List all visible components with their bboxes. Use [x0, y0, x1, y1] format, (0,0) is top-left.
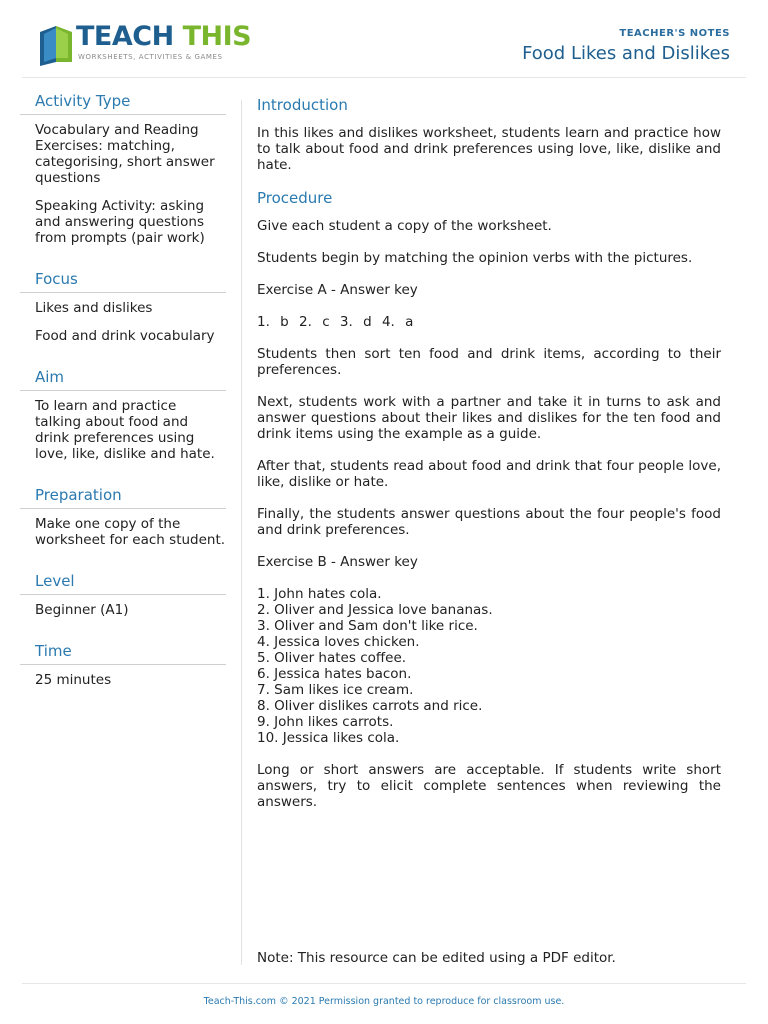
footer-divider — [22, 983, 746, 984]
focus-item: Likes and dislikes — [35, 300, 153, 316]
procedure-paragraph: Students then sort ten food and drink items, according to their preferences. — [257, 346, 721, 378]
time-heading: Time — [20, 642, 226, 665]
procedure-paragraph: Give each student a copy of the worksheet. — [257, 218, 552, 234]
logo-word-this: THIS — [182, 21, 252, 52]
procedure-heading: Procedure — [257, 189, 333, 207]
page-header — [22, 0, 746, 78]
time-item: 25 minutes — [35, 672, 112, 688]
procedure-paragraph: After that, students read about food and drink that four people love, like, dislike or hate. — [257, 458, 721, 490]
page-title: Food Likes and Dislikes — [522, 43, 730, 64]
preparation-item: Make one copy of the worksheet for each student. — [35, 516, 226, 548]
answer-item: 10. Jessica likes cola. — [257, 730, 400, 746]
focus-heading: Focus — [20, 270, 226, 293]
time-section — [20, 642, 226, 688]
introduction-heading: Introduction — [257, 96, 348, 114]
sidebar — [20, 92, 226, 700]
footer-copyright: Teach-This.com © 2021 Permission granted to reproduce for classroom use. — [203, 996, 565, 1007]
level-section — [20, 572, 226, 618]
focus-section — [20, 270, 226, 344]
focus-item: Food and drink vocabulary — [35, 328, 215, 344]
aim-heading: Aim — [20, 368, 226, 391]
logo-tagline: WORKSHEETS, ACTIVITIES & GAMES — [78, 53, 223, 61]
procedure-paragraph: Next, students work with a partner and take it in turns to ask and answer questions about their likes and dislikes for the ten food and drink items using the example as a guide. — [257, 394, 721, 442]
level-heading: Level — [20, 572, 226, 595]
answer-item: 7. Sam likes ice cream. — [257, 682, 414, 698]
activity-type-heading: Activity Type — [20, 92, 226, 115]
procedure-paragraph: Long or short answers are acceptable. If students write short answers, try to elicit complete sentences when reviewing the answers. — [257, 762, 721, 810]
aim-section — [20, 368, 226, 462]
answer-item: 4. Jessica loves chicken. — [257, 634, 420, 650]
procedure-paragraph: Students begin by matching the opinion verbs with the pictures. — [257, 250, 693, 266]
answer-item: 6. Jessica hates bacon. — [257, 666, 412, 682]
aim-item: To learn and practice talking about food and drink preferences using love, like, dislike and hate. — [35, 398, 215, 462]
exercise-a-answers: 1. b 2. c 3. d 4. a — [257, 314, 414, 330]
answer-item: 1. John hates cola. — [257, 586, 382, 602]
level-item: Beginner (A1) — [35, 602, 129, 618]
column-divider — [241, 100, 242, 965]
preparation-heading: Preparation — [20, 486, 226, 509]
book-logo-icon — [36, 22, 74, 66]
activity-type-item: Speaking Activity: asking and answering questions from prompts (pair work) — [35, 198, 205, 246]
activity-type-item: Vocabulary and Reading Exercises: matching, categorising, short answer questions — [35, 122, 215, 186]
main-content — [257, 96, 721, 810]
exercise-b-title: Exercise B - Answer key — [257, 554, 418, 570]
procedure-paragraph: Finally, the students answer questions about the four people's food and drink preferences. — [257, 506, 721, 538]
answer-item: 2. Oliver and Jessica love bananas. — [257, 602, 493, 618]
activity-type-section — [20, 92, 226, 246]
exercise-a-title: Exercise A - Answer key — [257, 282, 418, 298]
answer-item: 9. John likes carrots. — [257, 714, 394, 730]
preparation-section — [20, 486, 226, 548]
introduction-text: In this likes and dislikes worksheet, students learn and practice how to talk about food and drink preferences using love, like, dislike and hate. — [257, 125, 721, 173]
teach-this-logo — [36, 22, 251, 66]
header-kicker: TEACHER'S NOTES — [619, 28, 730, 39]
answer-item: 5. Oliver hates coffee. — [257, 650, 407, 666]
exercise-b-answers — [257, 586, 721, 746]
answer-item: 8. Oliver dislikes carrots and rice. — [257, 698, 483, 714]
logo-word-teach: TEACH — [76, 21, 174, 52]
answer-item: 3. Oliver and Sam don't like rice. — [257, 618, 478, 634]
editing-note: Note: This resource can be edited using a PDF editor. — [257, 950, 616, 966]
